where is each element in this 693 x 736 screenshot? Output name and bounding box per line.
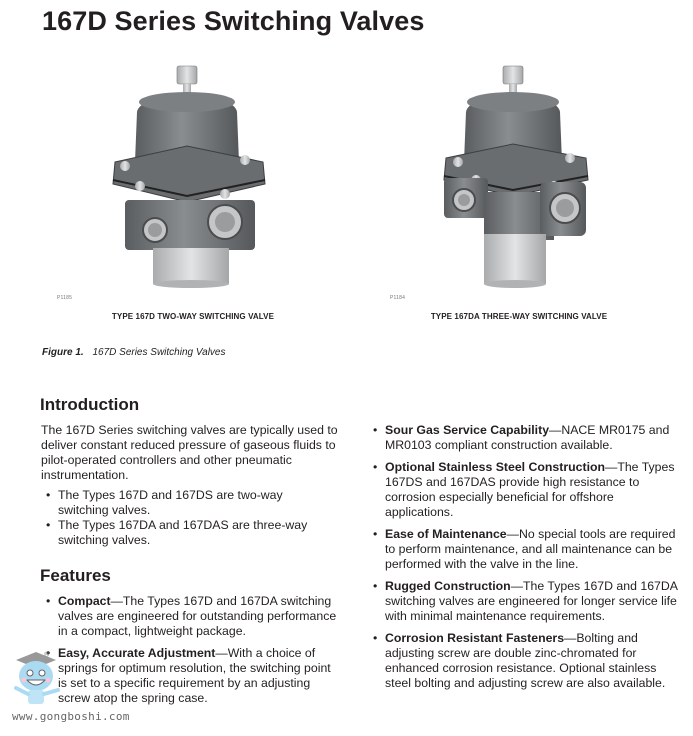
introduction-heading: Introduction — [40, 395, 140, 414]
watermark-url: www.gongboshi.com — [12, 710, 130, 723]
watermark — [8, 648, 128, 730]
figure-caption — [42, 347, 226, 358]
image-caption-three-way: TYPE 167DA THREE-WAY SWITCHING VALVE — [430, 312, 608, 321]
feature-item-fasteners: • Corrosion Resistant Fasteners—Bolting and adjusting screw are double zinc-chromated for enhanced corrosion resistance. Optional stainless steel bolting and adjusting screw are also available. — [369, 631, 679, 691]
list-item: • The Types 167DA and 167DAS are three-way switching valves. — [42, 518, 332, 548]
image-caption-two-way: TYPE 167D TWO-WAY SWITCHING VALVE — [111, 312, 275, 321]
feature-text: No special tools are required to perform maintenance, and all maintenance can be performed with the valve in the line. — [385, 527, 676, 571]
features-heading: Features — [40, 566, 111, 585]
feature-item-sour-gas: • Sour Gas Service Capability—NACE MR0175 and MR0103 compliant construction available. — [369, 423, 679, 453]
feature-text: The Types 167DS and 167DAS provide high resistance to corrosion especially beneficial for offshore applications. — [385, 460, 675, 519]
feature-title: Ease of Maintenance — [385, 527, 507, 541]
registered-mark: ® — [44, 652, 50, 659]
feature-item-rugged: • Rugged Construction—The Types 167D and 167DA switching valves are engineered for longer service life with minimal maintenance requirements. — [369, 579, 679, 624]
introduction-paragraph: The 167D Series switching valves are typically used to deliver constant reduced pressure of gaseous fluids to pilot-operated controllers and other pneumatic instrumentation. — [41, 423, 338, 482]
three-way-valve-image — [440, 62, 590, 288]
figure-caption-text: 167D Series Switching Valves — [92, 347, 226, 358]
plate-id-left: P1185 — [57, 295, 73, 301]
feature-title: Rugged Construction — [385, 579, 511, 593]
introduction-bullets — [42, 488, 332, 548]
feature-text: The Types 167D and 167DA switching valves are engineered for outstanding performance in a compact, lightweight package. — [58, 594, 337, 638]
feature-item-stainless: • Optional Stainless Steel Construction—The Types 167DS and 167DAS provide high resistance to corrosion especially beneficial for offshore applications. — [369, 460, 679, 520]
feature-title: Corrosion Resistant Fasteners — [385, 631, 565, 645]
feature-text: NACE MR0175 and MR0103 compliant construction available. — [385, 423, 670, 452]
feature-text: The Types 167D and 167DA switching valves are engineered for longer service life with minimal maintenance requirements. — [385, 579, 678, 623]
mascot-icon — [8, 648, 68, 710]
feature-title: Easy, Accurate Adjustment — [58, 646, 216, 660]
figure-label: Figure 1. — [42, 347, 84, 358]
feature-title: Sour Gas Service Capability — [385, 423, 550, 437]
plate-id-right: P1184 — [390, 295, 406, 301]
feature-title: Compact — [58, 594, 111, 608]
features-list-right — [369, 423, 679, 691]
page-title: 167D Series Switching Valves — [42, 6, 425, 36]
two-way-valve-image — [95, 62, 285, 288]
feature-text: With a choice of springs for optimum resolution, the switching point is set to a specific requirement by an adjusting screw atop the spring case. — [58, 646, 331, 705]
feature-title: Optional Stainless Steel Construction — [385, 460, 606, 474]
feature-item-compact: • Compact—The Types 167D and 167DA switching valves are engineered for outstanding performance in a compact, lightweight package. — [42, 594, 342, 639]
feature-item-adjustment: • Easy, Accurate Adjustment—With a choice of springs for optimum resolution, the switching point is set to a specific requirement by an adjusting screw atop the spring case. — [42, 646, 342, 706]
list-item: • The Types 167D and 167DS are two-way switching valves. — [42, 488, 332, 518]
feature-item-maintenance: • Ease of Maintenance—No special tools are required to perform maintenance, and all maintenance can be performed with the valve in the line. — [369, 527, 679, 572]
feature-text: Bolting and adjusting screw are double zinc-chromated for enhanced corrosion resistance. Optional stainless steel bolting and adjusting screw are also available. — [385, 631, 666, 690]
